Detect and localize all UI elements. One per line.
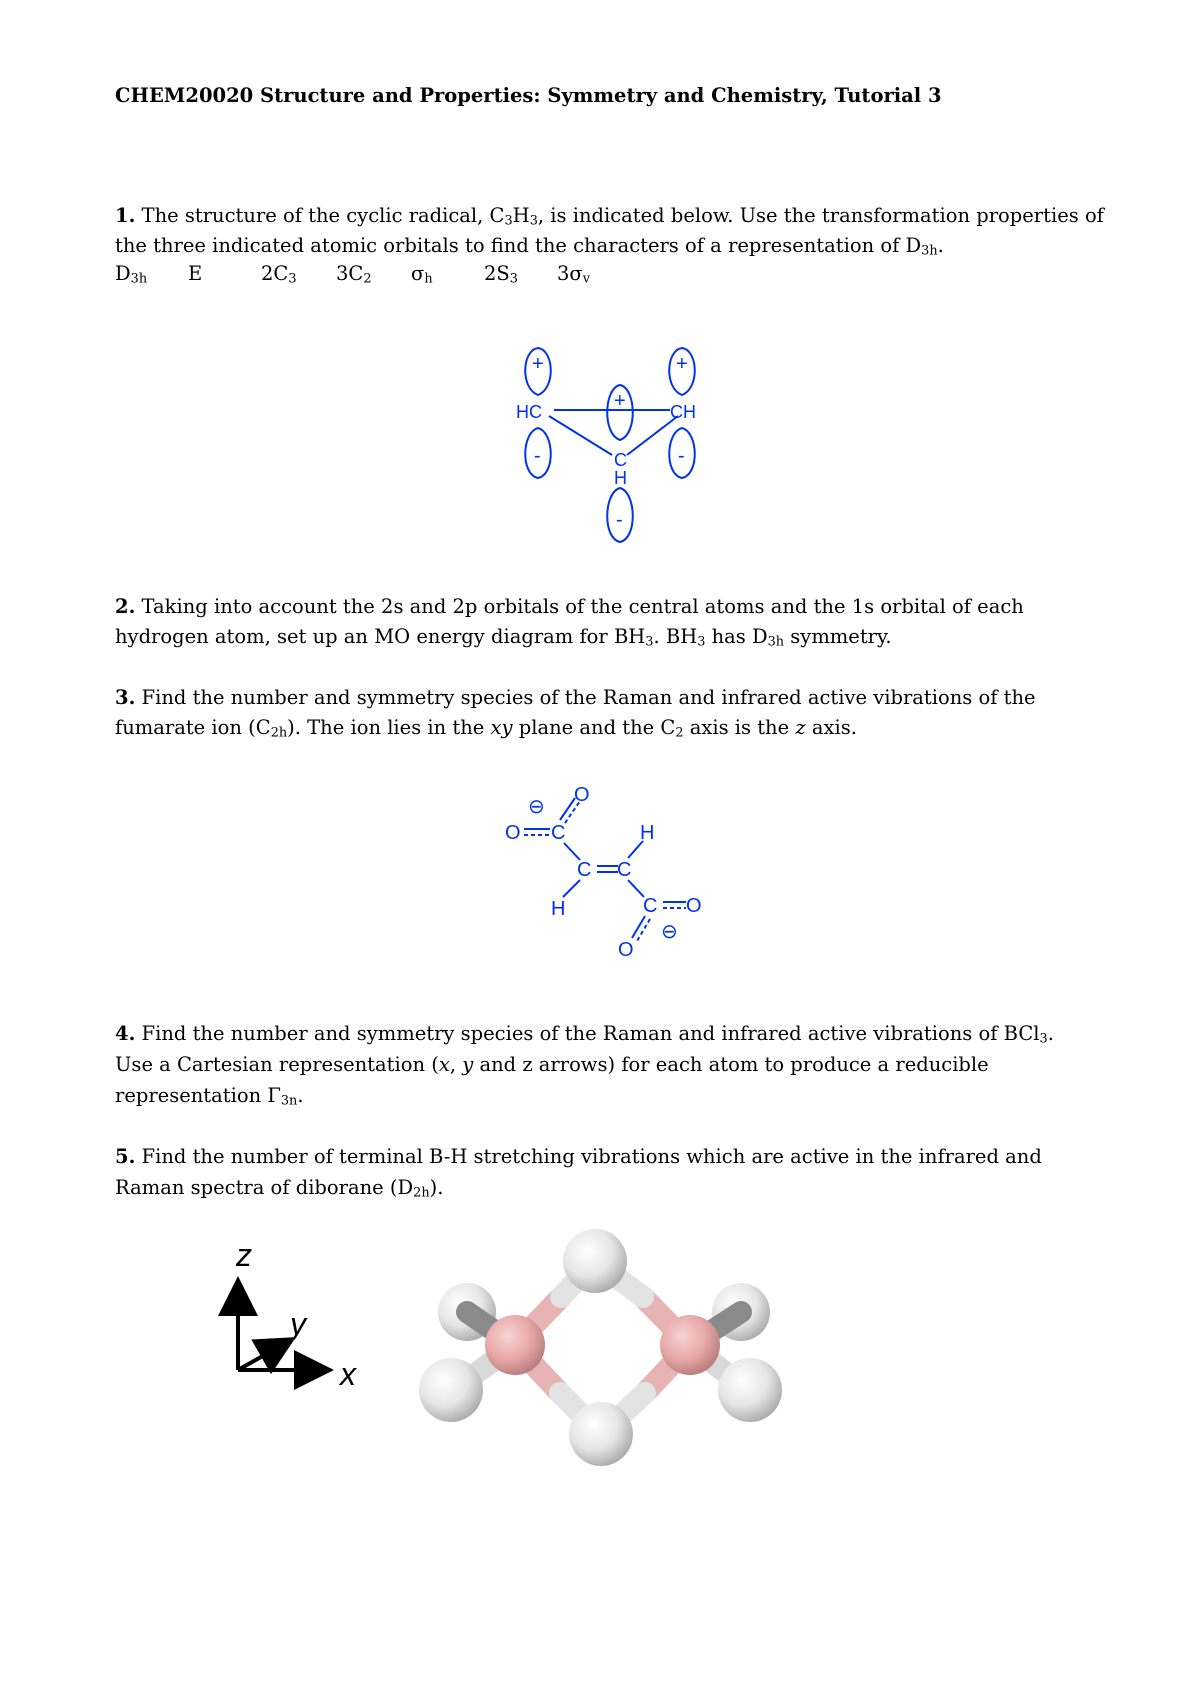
q5-line-2: Raman spectra of diborane $(D_{2h})$. xyxy=(115,1176,444,1201)
q5-number: 5. xyxy=(115,1145,136,1168)
q4-line-2: Use a Cartesian representation (x, y and z arrows) for each atom to produce a reducible xyxy=(115,1053,989,1076)
q5-line-1: 5. Find the number of terminal B-H stretching vibrations which are active in the infrared and xyxy=(115,1145,1042,1168)
boron-atom-right xyxy=(660,1315,720,1375)
q2-line-1: 2. Taking into account the 2s and 2p orbitals of the central atoms and the 1s orbital of each xyxy=(115,595,1024,618)
x-axis-label: x xyxy=(340,1356,356,1392)
atom-c-alkene-left: C xyxy=(577,859,592,881)
atom-c-carboxyl-left: C xyxy=(551,822,566,844)
q3-line-2: fumarate ion $(C_{2h})$. The ion lies in the xy plane and the $C_2$ axis is the z axis. xyxy=(115,716,857,741)
q1-line-1: 1. The structure of the cyclic radical, $C_3H_3$, is indicated below. Use the transformation properties of xyxy=(115,204,1104,229)
char-table-header-sigma-h: $\sigma_h$ xyxy=(411,262,433,287)
y-axis-label: y xyxy=(290,1306,306,1342)
q1-number: 1. xyxy=(115,204,136,227)
center-c-label: C xyxy=(614,450,627,470)
q3-line-1: 3. Find the number and symmetry species of the Raman and infrared active vibrations of the xyxy=(115,686,1036,709)
right-plus-sign: + xyxy=(676,353,688,375)
bridging-h-bottom xyxy=(569,1402,633,1466)
page-title: CHEM20020 Structure and Properties: Symmetry and Chemistry, Tutorial 3 xyxy=(115,84,942,107)
left-minus-sign: - xyxy=(534,445,541,467)
right-minus-sign: - xyxy=(678,445,685,467)
bridging-h-top xyxy=(563,1229,627,1293)
center-minus-sign: - xyxy=(616,509,623,531)
atom-o-lower: O xyxy=(618,939,634,961)
atom-h-left: H xyxy=(551,898,566,920)
atom-o-right: O xyxy=(686,895,702,917)
terminal-h-front-left xyxy=(419,1358,483,1422)
q2-number: 2. xyxy=(115,595,136,618)
q4-number: 4. xyxy=(115,1022,136,1045)
atom-h-right: H xyxy=(640,822,655,844)
right-atom-label: CH xyxy=(670,402,696,422)
char-table-header-3c2: $3C_2$ xyxy=(336,262,372,287)
q1-line-2: the three indicated atomic orbitals to find the characters of a representation of $D_{3h}$. xyxy=(115,234,944,259)
atom-c-alkene-right: C xyxy=(617,859,632,881)
atom-o-left: O xyxy=(505,822,521,844)
boron-atom-left xyxy=(485,1315,545,1375)
char-table-header-d3h: $D_{3h}$ xyxy=(115,262,148,287)
char-table-header-2c3: $2C_3$ xyxy=(261,262,297,287)
charge-right: ⊖ xyxy=(661,921,678,943)
char-table-header-2s3: $2S_3$ xyxy=(484,262,518,287)
q3-number: 3. xyxy=(115,686,136,709)
left-atom-label: HC xyxy=(516,402,542,422)
q4-line-1: 4. Find the number and symmetry species of the Raman and infrared active vibrations of BCl$_3$. xyxy=(115,1022,1054,1047)
atom-c-carboxyl-right: C xyxy=(643,895,658,917)
atom-o-upper: O xyxy=(574,784,590,806)
terminal-h-front-right xyxy=(718,1358,782,1422)
q4-line-3: representation $\Gamma_{3n}$. xyxy=(115,1084,304,1109)
z-axis-label: z xyxy=(236,1237,252,1273)
char-table-header-3sigma-v: $3\sigma_v$ xyxy=(557,262,590,287)
center-h-label: H xyxy=(614,468,627,488)
charge-left: ⊖ xyxy=(528,796,545,818)
center-plus-sign: + xyxy=(614,390,626,412)
left-plus-sign: + xyxy=(532,353,544,375)
char-table-header-e: E xyxy=(188,262,203,285)
q2-line-2: hydrogen atom, set up an MO energy diagram for $BH_3$. $BH_3$ has $D_{3h}$ symmetry. xyxy=(115,625,892,650)
